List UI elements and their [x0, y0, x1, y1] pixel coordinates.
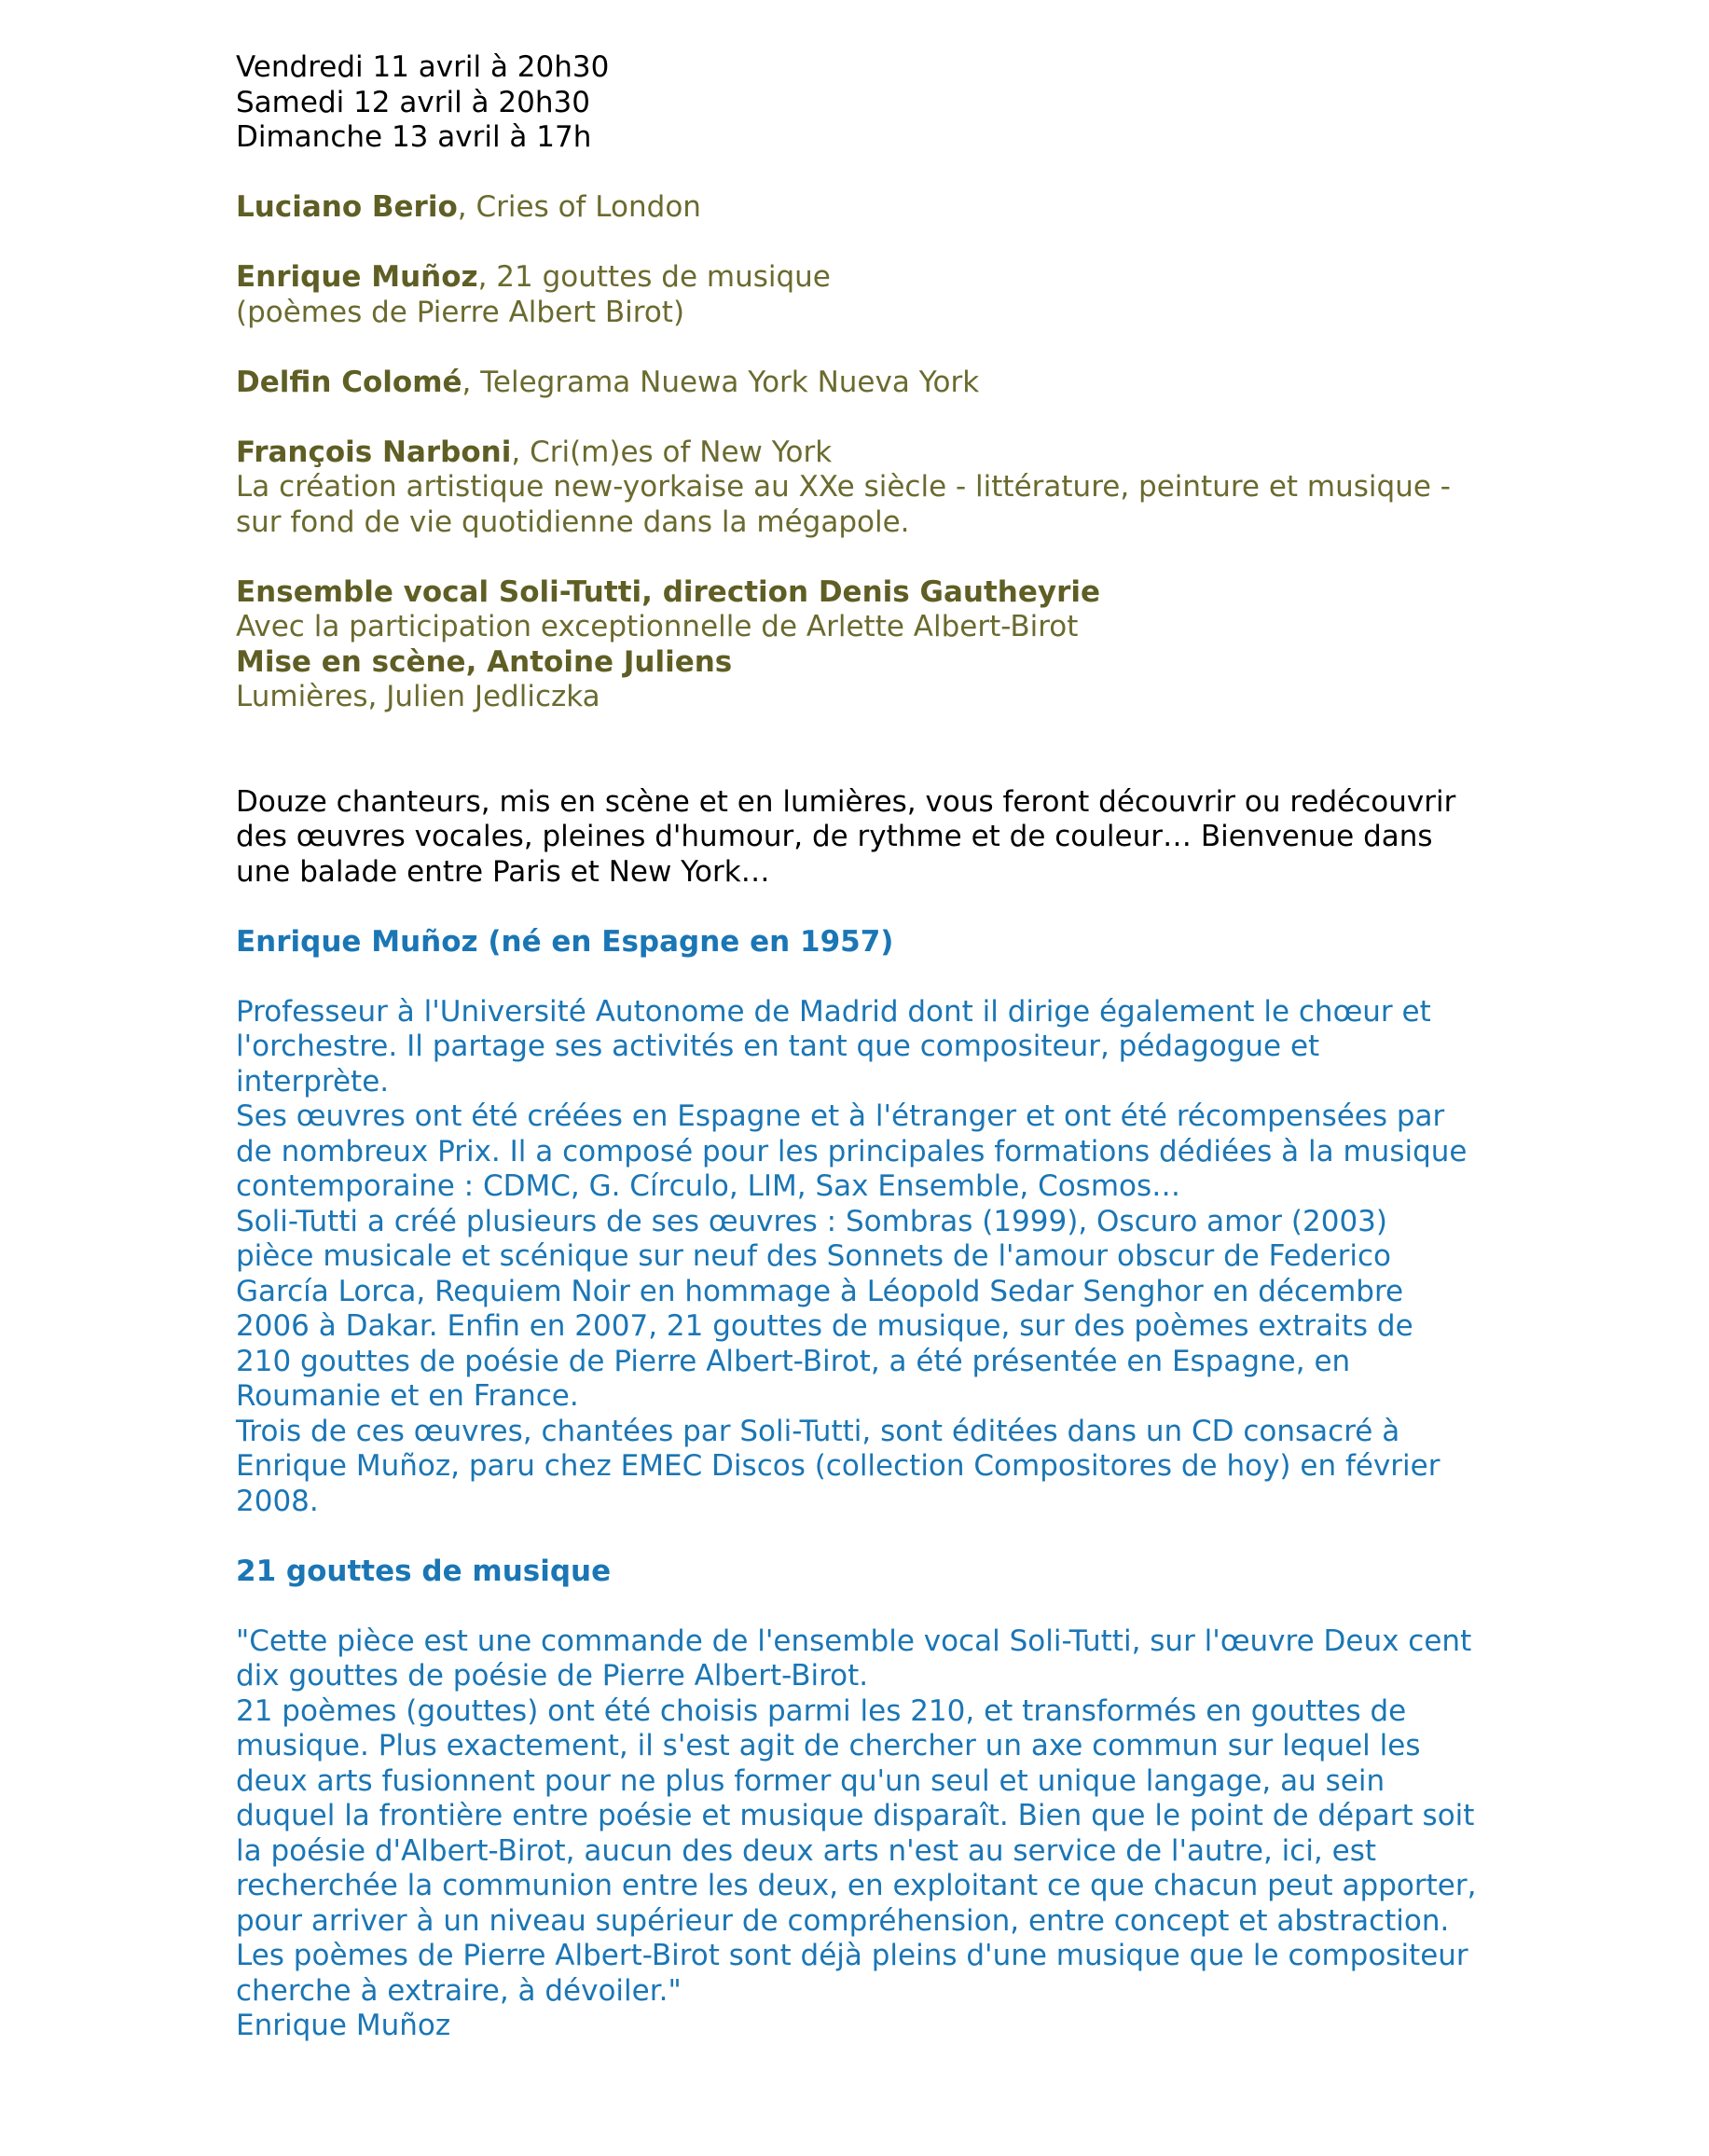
work-title: , Cri(m)es of New York — [511, 435, 833, 469]
bio-line: 210 gouttes de poésie de Pierre Albert-Birot, a été présentée en Espagne, en — [236, 1344, 1351, 1378]
work-note: (poèmes de Pierre Albert Birot) — [236, 295, 685, 329]
work-title: , 21 gouttes de musique — [477, 260, 831, 294]
piece-heading: 21 gouttes de musique — [236, 1554, 612, 1588]
piece-line: Les poèmes de Pierre Albert-Birot sont déjà pleins d'une musique que le compositeur — [236, 1939, 1468, 1972]
piece-description — [236, 1555, 1709, 2044]
piece-line: pour arriver à un niveau supérieur de compréhension, entre concept et abstraction. — [236, 1903, 1450, 1938]
piece-line: la poésie d'Albert-Birot, aucun des deux arts n'est au service de l'autre, ici, est — [236, 1833, 1377, 1868]
participation-credit: Avec la participation exceptionnelle de Arlette Albert-Birot — [236, 610, 1079, 643]
lights-credit: Lumières, Julien Jedliczka — [236, 680, 600, 713]
composer-name: Luciano Berio — [236, 190, 458, 224]
piece-line: dix gouttes de poésie de Pierre Albert-Birot. — [236, 1659, 869, 1693]
intro-paragraph — [236, 785, 1709, 891]
program-item-colome — [236, 366, 1709, 401]
bio-line: Trois de ces œuvres, chantées par Soli-Tutti, sont éditées dans un CD consacré à — [236, 1414, 1400, 1448]
concert-dates — [236, 50, 1709, 156]
composer-bio — [236, 925, 1709, 1520]
composer-name: François Narboni — [236, 435, 512, 469]
bio-heading: Enrique Muñoz (né en Espagne en 1957) — [236, 924, 894, 959]
work-title: , Cries of London — [457, 190, 701, 224]
intro-line: une balade entre Paris et New York… — [236, 854, 770, 889]
piece-line: 21 poèmes (gouttes) ont été choisis parmi les 210, et transformés en gouttes de — [236, 1693, 1407, 1728]
composer-name: Enrique Muñoz — [236, 260, 478, 294]
piece-line: "Cette pièce est une commande de l'ensemble vocal Soli-Tutti, sur l'œuvre Deux cent — [236, 1624, 1472, 1658]
bio-line: pièce musicale et scénique sur neuf des Sonnets de l'amour obscur de Federico — [236, 1239, 1392, 1273]
work-description: La création artistique new-yorkaise au XXe siècle - littérature, peinture et musique - — [236, 470, 1451, 504]
bio-line: Roumanie et en France. — [236, 1379, 579, 1413]
bio-line: Enrique Muñoz, paru chez EMEC Discos (collection Compositores de hoy) en février — [236, 1449, 1440, 1483]
program-item-munoz — [236, 260, 1709, 330]
signature: Enrique Muñoz — [236, 2009, 451, 2042]
piece-line: cherche à extraire, à dévoiler." — [236, 1973, 682, 2008]
work-description: sur fond de vie quotidienne dans la mégapole. — [236, 504, 910, 539]
date-line: Dimanche 13 avril à 17h — [236, 120, 592, 154]
date-line: Samedi 12 avril à 20h30 — [236, 85, 590, 119]
bio-line: 2006 à Dakar. Enfin en 2007, 21 gouttes de musique, sur des poèmes extraits de — [236, 1309, 1413, 1343]
bio-line: contemporaine : CDMC, G. Círculo, LIM, Sax Ensemble, Cosmos… — [236, 1169, 1181, 1203]
bio-line: García Lorca, Requiem Noir en hommage à Léopold Sedar Senghor en décembre — [236, 1274, 1404, 1308]
work-title: , Telegrama Nuewa York Nueva York — [462, 365, 980, 399]
bio-line: Soli-Tutti a créé plusieurs de ses œuvres : Sombras (1999), Oscuro amor (2003) — [236, 1204, 1387, 1238]
piece-line: recherchée la communion entre les deux, en exploitant ce que chacun peut apporter, — [236, 1869, 1477, 1902]
credits — [236, 575, 1709, 715]
intro-line: Douze chanteurs, mis en scène et en lumières, vous feront découvrir ou redécouvrir — [236, 784, 1456, 819]
intro-line: des œuvres vocales, pleines d'humour, de rythme et de couleur… Bienvenue dans — [236, 820, 1433, 853]
bio-line: de nombreux Prix. Il a composé pour les principales formations dédiées à la musique — [236, 1134, 1468, 1168]
program-item-narboni — [236, 435, 1709, 541]
ensemble-credit: Ensemble vocal Soli-Tutti, direction Denis Gautheyrie — [236, 574, 1101, 609]
piece-line: musique. Plus exactement, il s'est agit de chercher un axe commun sur lequel les — [236, 1729, 1421, 1762]
piece-line: deux arts fusionnent pour ne plus former qu'un seul et unique langage, au sein — [236, 1763, 1385, 1798]
staging-credit: Mise en scène, Antoine Juliens — [236, 644, 733, 679]
date-line: Vendredi 11 avril à 20h30 — [236, 50, 610, 84]
composer-name: Delfin Colomé — [236, 365, 462, 399]
program-item-berio — [236, 190, 1709, 226]
bio-line: Professeur à l'Université Autonome de Madrid dont il dirige également le chœur et — [236, 994, 1431, 1029]
piece-line: duquel la frontière entre poésie et musique disparaît. Bien que le point de départ soit — [236, 1799, 1475, 1832]
bio-line: Ses œuvres ont été créées en Espagne et à l'étranger et ont été récompensées par — [236, 1099, 1445, 1133]
bio-line: interprète. — [236, 1064, 390, 1099]
bio-line: 2008. — [236, 1484, 319, 1518]
bio-line: l'orchestre. Il partage ses activités en tant que compositeur, pédagogue et — [236, 1030, 1320, 1063]
